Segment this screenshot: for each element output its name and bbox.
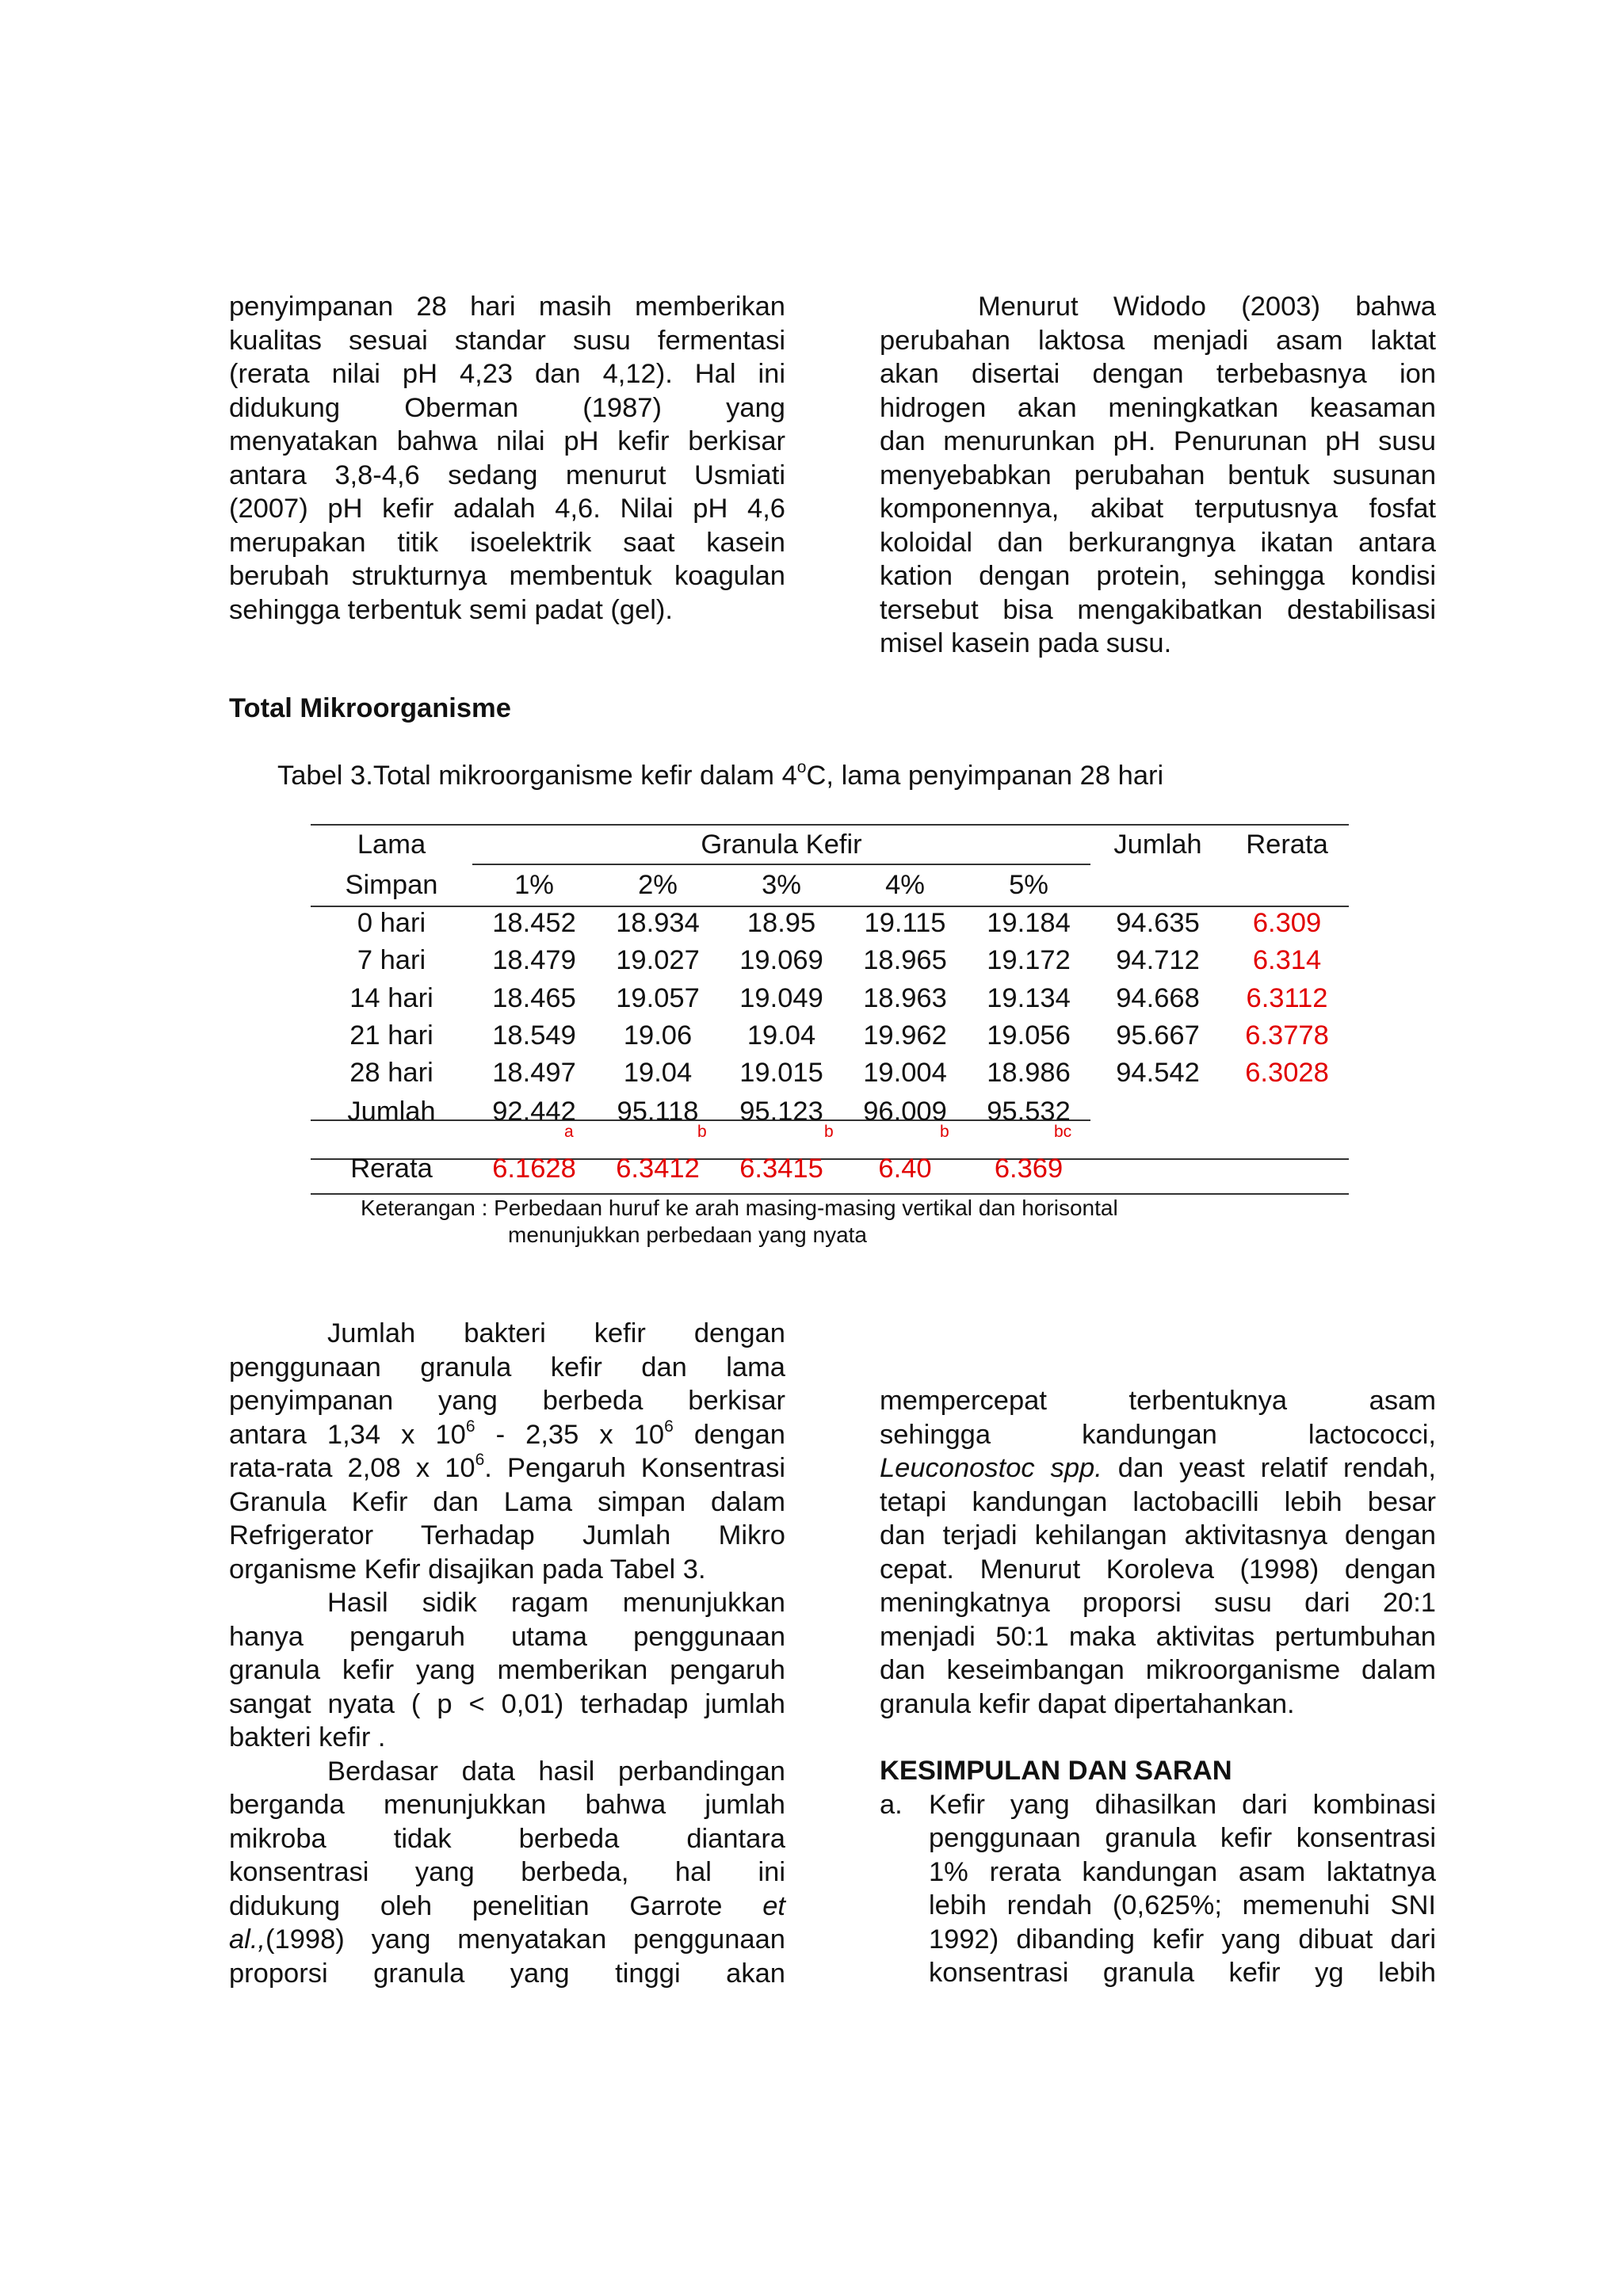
- significance-letter: bc: [1054, 1123, 1072, 1141]
- header-concentration: 5%: [1009, 870, 1048, 900]
- text-line: dan keseimbangan mikroorganisme dalam: [880, 1655, 1436, 1685]
- table-cell: 18.965: [863, 945, 947, 975]
- table-cell: 19.057: [616, 983, 700, 1013]
- bottom-left-column: [229, 1317, 785, 1990]
- text-line: hanya pengaruh utama penggunaan: [229, 1621, 785, 1652]
- table-cell: 18.465: [492, 983, 576, 1013]
- data-table: [311, 824, 1349, 1196]
- text-line: [229, 1890, 785, 1924]
- text-line: [229, 1451, 785, 1486]
- significance-letter: a: [564, 1123, 574, 1141]
- text-line: penyimpanan 28 hari masih memberikan: [229, 292, 785, 322]
- text-line: cepat. Menurut Koroleva (1998) dengan: [880, 1554, 1436, 1585]
- table-cell: 19.115: [864, 908, 946, 938]
- text-line: Granula Kefir dan Lama simpan dalam: [229, 1486, 785, 1517]
- text-line: berubah strukturnya membentuk koagulan: [229, 561, 785, 591]
- text-line: organisme Kefir disajikan pada Tabel 3.: [229, 1554, 706, 1585]
- text-run: didukung oleh penelitian Garrote: [229, 1890, 763, 1921]
- note-line: Keterangan : Perbedaan huruf ke arah masing-masing vertikal dan horisontal: [361, 1196, 1118, 1220]
- text-line: sehingga terbentuk semi padat (gel).: [229, 594, 674, 625]
- text-line: granula kefir dapat dipertahankan.: [880, 1688, 1295, 1719]
- text-run: (1998) yang menyatakan penggunaan: [265, 1924, 785, 1955]
- text-line: hidrogen akan meningkatkan keasaman: [880, 392, 1436, 423]
- text-run: antara 1,34 x 10: [229, 1419, 466, 1450]
- table-cell: 18.963: [863, 983, 947, 1013]
- row-label: 0 hari: [357, 908, 426, 938]
- text-line: mempercepat terbentuknya asam: [880, 1386, 1436, 1416]
- row-rerata: 6.3028: [1245, 1058, 1329, 1088]
- top-left-column: [229, 290, 785, 627]
- significance-letter: b: [697, 1123, 707, 1141]
- text-run: . Pengaruh Konsentrasi: [484, 1453, 785, 1483]
- table-cell: 19.004: [863, 1058, 947, 1088]
- superscript: 6: [664, 1417, 674, 1436]
- table-cell: 18.549: [492, 1020, 576, 1051]
- row-label: 14 hari: [349, 983, 433, 1013]
- table-cell: 19.056: [987, 1020, 1071, 1051]
- table-cell: 19.962: [863, 1020, 947, 1051]
- text-line: kation dengan protein, sehingga kondisi: [880, 561, 1436, 591]
- note-line: menunjukkan perbedaan yang nyata: [508, 1222, 868, 1247]
- row-jumlah: 94.635: [1116, 908, 1200, 938]
- table-cell: 19.172: [987, 945, 1071, 975]
- paragraph-gap: [880, 1721, 1436, 1754]
- text-line: penyimpanan yang berbeda berkisar: [229, 1386, 785, 1416]
- text-line: lebih rendah (0,625%; memenuhi SNI: [929, 1890, 1436, 1920]
- table-cell: 18.934: [616, 908, 700, 938]
- table-cell: 19.027: [616, 945, 700, 975]
- conclusion-heading: KESIMPULAN DAN SARAN: [880, 1756, 1232, 1786]
- text-line: (2007) pH kefir adalah 4,6. Nilai pH 4,6: [229, 494, 785, 524]
- significance-letter: b: [940, 1123, 949, 1141]
- italic-run: al.,: [229, 1924, 266, 1955]
- caption-text: C, lama penyimpanan 28 hari: [806, 761, 1164, 791]
- text-line: (rerata nilai pH 4,23 dan 4,12). Hal ini: [229, 359, 785, 389]
- header-concentration: 4%: [885, 870, 925, 900]
- text-run: dengan: [673, 1419, 785, 1450]
- table-cell: 19.04: [747, 1020, 816, 1051]
- row-jumlah: 94.542: [1116, 1058, 1200, 1088]
- header-lama: Lama: [357, 830, 426, 860]
- text-line: Menurut Widodo (2003) bahwa: [978, 292, 1436, 322]
- table-cell: 19.04: [623, 1058, 693, 1088]
- row-rerata: 6.3112: [1246, 983, 1328, 1013]
- row-rerata: 6.314: [1252, 945, 1322, 975]
- jumlah-cell: 92.442: [492, 1097, 576, 1127]
- text-line: perubahan laktosa menjadi asam laktat: [880, 325, 1436, 356]
- text-line: tetapi kandungan lactobacilli lebih besar: [880, 1486, 1436, 1517]
- rerata-cell: 6.3412: [616, 1154, 700, 1184]
- header-concentration: 2%: [638, 870, 678, 900]
- rerata-cell: 6.40: [878, 1154, 932, 1184]
- text-line: Berdasar data hasil perbandingan: [327, 1756, 785, 1787]
- rerata-cell: 6.1628: [492, 1154, 576, 1184]
- text-run: - 2,35 x 10: [475, 1419, 665, 1450]
- granula-header-rule: [472, 864, 1090, 865]
- row-jumlah: 95.667: [1116, 1020, 1200, 1051]
- table-cell: 18.95: [747, 908, 816, 938]
- list-item: [880, 1788, 1436, 1990]
- text-line: Kefir yang dihasilkan dari kombinasi: [929, 1789, 1436, 1820]
- bottom-right-column: [880, 1384, 1436, 1990]
- text-line: konsentrasi granula kefir yg lebih: [929, 1958, 1436, 1988]
- header-granula-kefir: Granula Kefir: [701, 830, 862, 860]
- text-line: [880, 1451, 1436, 1486]
- jumlah-cell: 96.009: [863, 1097, 947, 1127]
- table-cell: 19.069: [739, 945, 823, 975]
- significance-letter: b: [824, 1123, 834, 1141]
- rerata-cell: 6.369: [994, 1154, 1064, 1184]
- table-caption: [277, 759, 1163, 793]
- text-line: dan terjadi kehilangan aktivitasnya dengan: [880, 1520, 1436, 1550]
- table-cell: 19.049: [739, 983, 823, 1013]
- table-top-rule: [311, 824, 1349, 826]
- text-line: penggunaan granula kefir dan lama: [229, 1352, 785, 1383]
- text-line: Hasil sidik ragam menunjukkan: [327, 1588, 785, 1618]
- list-marker: a.: [880, 1789, 903, 1820]
- text-line: dan menurunkan pH. Penurunan pH susu: [880, 426, 1436, 456]
- text-line: menyebabkan perubahan bentuk susunan: [880, 460, 1436, 490]
- row-label: 21 hari: [349, 1020, 433, 1051]
- text-line: 1992) dibanding kefir yang dibuat dari: [929, 1924, 1436, 1955]
- table-cell: 18.452: [492, 908, 576, 938]
- row-label: 28 hari: [349, 1058, 433, 1088]
- text-line: penggunaan granula kefir konsentrasi: [929, 1823, 1436, 1853]
- text-line: bakteri kefir .: [229, 1722, 386, 1753]
- text-line: [229, 1418, 785, 1452]
- row-label: 7 hari: [357, 945, 426, 975]
- table-note: [361, 1195, 1118, 1249]
- text-line: granula kefir yang memberikan pengaruh: [229, 1655, 785, 1685]
- rerata-row-label: Rerata: [350, 1154, 433, 1184]
- table-cell: 18.986: [987, 1058, 1071, 1088]
- italic-run: Leuconostoc spp.: [880, 1453, 1102, 1483]
- text-line: tersebut bisa mengakibatkan destabilisasi: [880, 594, 1436, 625]
- text-line: [229, 1923, 785, 1957]
- text-line: menyatakan bahwa nilai pH kefir berkisar: [229, 426, 785, 456]
- header-rerata: Rerata: [1246, 830, 1328, 860]
- text-line: Refrigerator Terhadap Jumlah Mikro: [229, 1520, 785, 1550]
- text-line: didukung Oberman (1987) yang: [229, 392, 785, 423]
- header-simpan: Simpan: [345, 870, 438, 900]
- text-line: 1% rerata kandungan asam laktatnya: [929, 1856, 1436, 1887]
- caption-text: Tabel 3.Total mikroorganisme kefir dalam 4: [277, 761, 797, 791]
- table-cell: 19.134: [987, 983, 1071, 1013]
- text-line: antara 3,8-4,6 sedang menurut Usmiati: [229, 460, 785, 490]
- table-cell: 18.497: [492, 1058, 576, 1088]
- text-line: menjadi 50:1 maka aktivitas pertumbuhan: [880, 1621, 1436, 1652]
- header-concentration: 1%: [514, 870, 554, 900]
- jumlah-cell: 95.532: [987, 1097, 1071, 1127]
- text-line: mikroba tidak berbeda diantara: [229, 1823, 785, 1854]
- text-line: berganda menunjukkan bahwa jumlah: [229, 1790, 785, 1820]
- text-line: misel kasein pada susu.: [880, 628, 1172, 658]
- row-jumlah: 94.668: [1116, 983, 1200, 1013]
- table-cell: 18.479: [492, 945, 576, 975]
- text-line: konsentrasi yang berbeda, hal ini: [229, 1857, 785, 1887]
- row-jumlah: 94.712: [1116, 945, 1200, 975]
- superscript: 6: [475, 1451, 485, 1469]
- header-concentration: 3%: [762, 870, 801, 900]
- italic-run: et: [762, 1890, 785, 1921]
- row-rerata: 6.309: [1252, 908, 1322, 938]
- row-rerata: 6.3778: [1245, 1020, 1329, 1051]
- caption-degree: o: [796, 758, 807, 776]
- text-line: koloidal dan berkurangnya ikatan antara: [880, 527, 1436, 558]
- jumlah-cell: 95.118: [617, 1097, 699, 1127]
- jumlah-cell: 95.123: [739, 1097, 823, 1127]
- text-run: dan yeast relatif rendah,: [1102, 1453, 1436, 1483]
- text-line: proporsi granula yang tinggi akan: [229, 1958, 785, 1989]
- text-line: merupakan titik isoelektrik saat kasein: [229, 527, 785, 558]
- text-line: kualitas sesuai standar susu fermentasi: [229, 325, 785, 356]
- text-line: sangat nyata ( p < 0,01) terhadap jumlah: [229, 1688, 785, 1719]
- text-line: Jumlah bakteri kefir dengan: [327, 1318, 785, 1348]
- top-right-column: [880, 290, 1436, 661]
- rerata-cell: 6.3415: [739, 1154, 823, 1184]
- table-cell: 19.06: [623, 1020, 693, 1051]
- header-jumlah: Jumlah: [1113, 830, 1202, 860]
- text-run: rata-rata 2,08 x 10: [229, 1453, 475, 1483]
- jumlah-row-label: Jumlah: [347, 1097, 436, 1127]
- text-line: meningkatnya proporsi susu dari 20:1: [880, 1588, 1436, 1618]
- section-heading: Total Mikroorganisme: [229, 693, 511, 723]
- text-line: akan disertai dengan terbebasnya ion: [880, 359, 1436, 389]
- text-line: sehingga kandungan lactococci,: [880, 1419, 1436, 1450]
- superscript: 6: [465, 1417, 475, 1436]
- text-line: komponennya, akibat terputusnya fosfat: [880, 494, 1436, 524]
- table-cell: 19.015: [739, 1058, 823, 1088]
- table-cell: 19.184: [987, 908, 1071, 938]
